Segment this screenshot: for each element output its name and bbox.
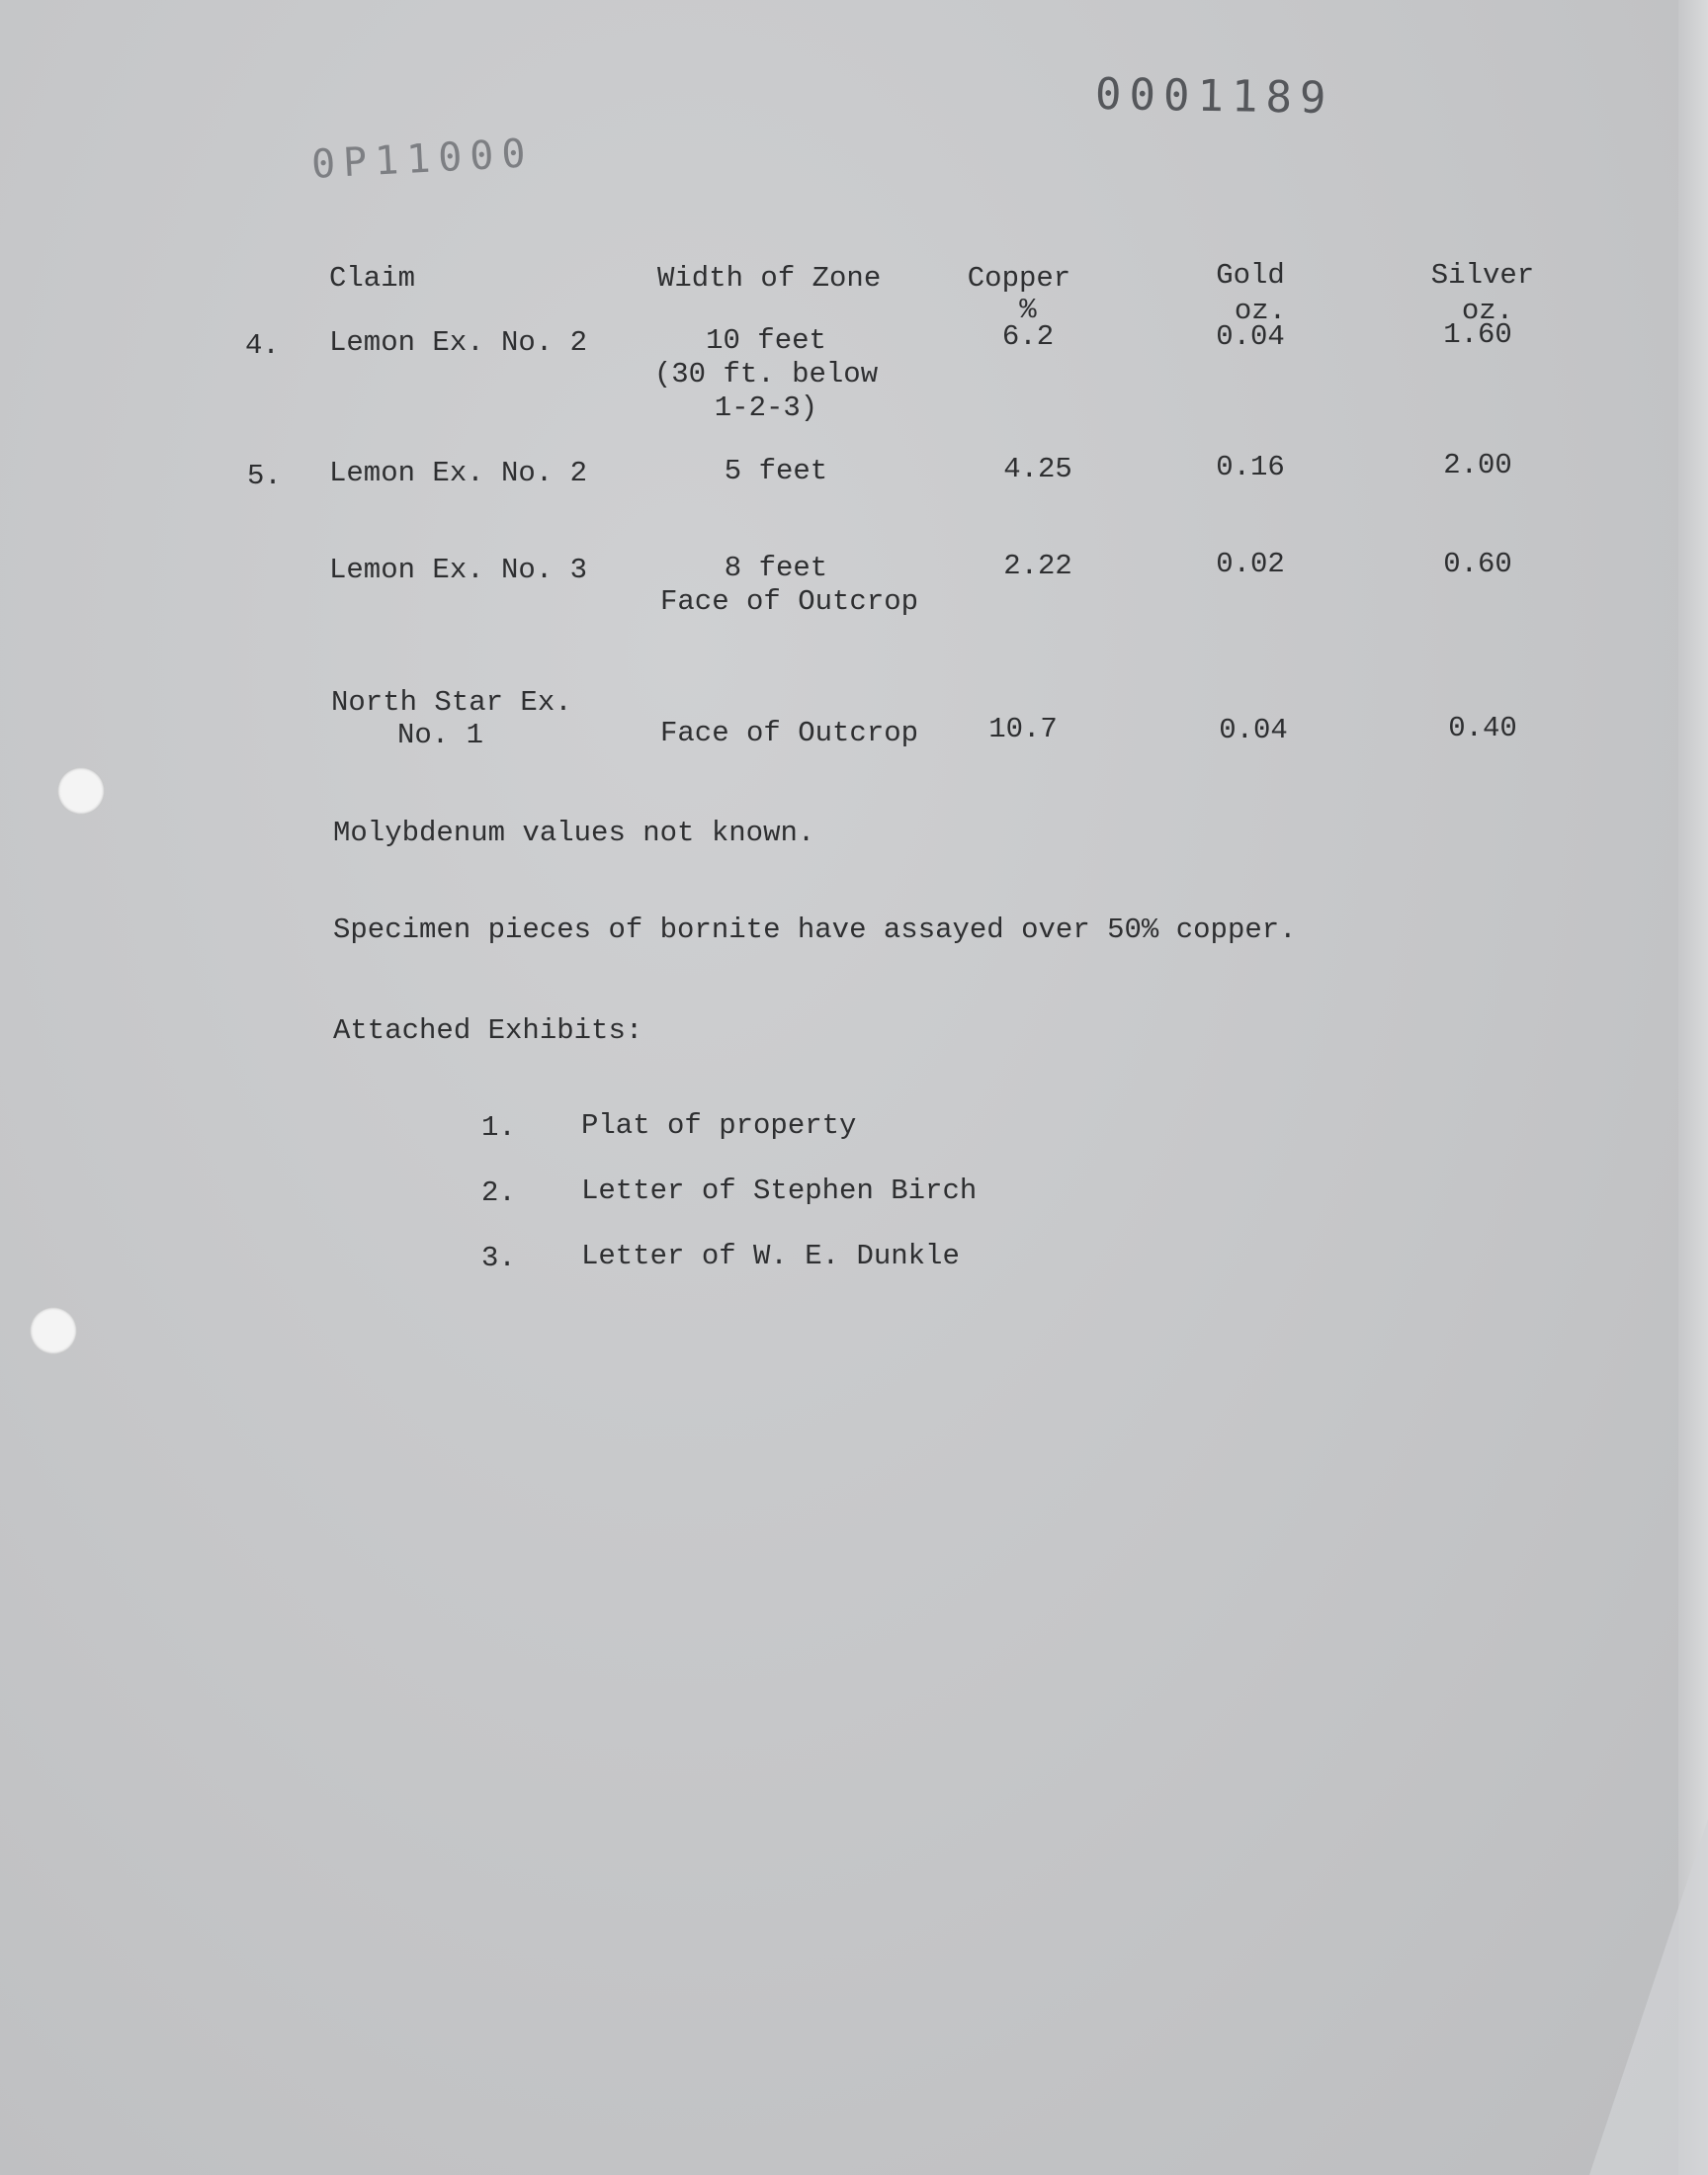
- note-bornite: Specimen pieces of bornite have assayed over 50% copper.: [333, 914, 1297, 946]
- row-width-line: 5 feet: [724, 455, 828, 487]
- row-silver: 0.40: [1448, 712, 1517, 744]
- corner-fold: [1589, 1819, 1708, 2175]
- exhibit-text: Letter of Stephen Birch: [581, 1174, 978, 1207]
- row-claim-line: North Star Ex.: [331, 686, 572, 719]
- header-silver: Silver: [1430, 259, 1535, 292]
- row-claim: Lemon Ex. No. 2: [329, 457, 588, 489]
- row-copper: 4.25: [1003, 453, 1072, 485]
- row-width-line: Face of Outcrop: [660, 717, 919, 749]
- header-width-of-zone: Width of Zone: [657, 262, 882, 295]
- header-copper: Copper: [967, 262, 1071, 295]
- row-gold: 0.02: [1216, 548, 1285, 580]
- row-gold: 0.16: [1216, 451, 1285, 483]
- row-number: 4.: [245, 329, 280, 362]
- row-silver: 1.60: [1443, 318, 1512, 351]
- exhibit-number: 3.: [481, 1242, 516, 1274]
- header-gold: Gold: [1216, 259, 1285, 292]
- punch-hole-bottom: [30, 1307, 77, 1354]
- exhibits-heading: Attached Exhibits:: [333, 1014, 643, 1047]
- row-claim: Lemon Ex. No. 3: [329, 554, 588, 586]
- header-copper-unit: %: [1019, 294, 1037, 326]
- exhibit-text: Plat of property: [581, 1109, 857, 1142]
- header-gold-unit: oz.: [1234, 295, 1287, 327]
- row-width-line: 10 feet: [706, 324, 826, 357]
- row-copper: 10.7: [988, 713, 1058, 745]
- row-width-line: (30 ft. below: [653, 358, 879, 391]
- row-silver: 0.60: [1443, 548, 1512, 580]
- row-copper: 6.2: [1001, 320, 1055, 353]
- row-width-line: Face of Outcrop: [660, 585, 919, 618]
- row-gold: 0.04: [1216, 320, 1285, 353]
- row-claim: Lemon Ex. No. 2: [329, 326, 588, 359]
- header-claim: Claim: [329, 262, 416, 295]
- row-width-line: 8 feet: [724, 552, 828, 584]
- stamp-number-top: 0001189: [1094, 68, 1334, 125]
- punch-hole-top: [57, 767, 105, 815]
- exhibit-number: 2.: [481, 1176, 516, 1209]
- row-copper: 2.22: [1003, 550, 1072, 582]
- exhibit-number: 1.: [481, 1111, 516, 1144]
- row-gold: 0.04: [1219, 714, 1288, 746]
- row-number: 5.: [247, 460, 282, 492]
- exhibit-text: Letter of W. E. Dunkle: [581, 1240, 960, 1272]
- note-molybdenum: Molybdenum values not known.: [333, 817, 815, 849]
- row-silver: 2.00: [1443, 449, 1512, 481]
- header-silver-unit: oz.: [1461, 295, 1514, 327]
- row-claim-line: No. 1: [397, 719, 484, 751]
- row-width-line: 1-2-3): [714, 392, 818, 424]
- stamp-number-left: 0P11000: [309, 130, 535, 188]
